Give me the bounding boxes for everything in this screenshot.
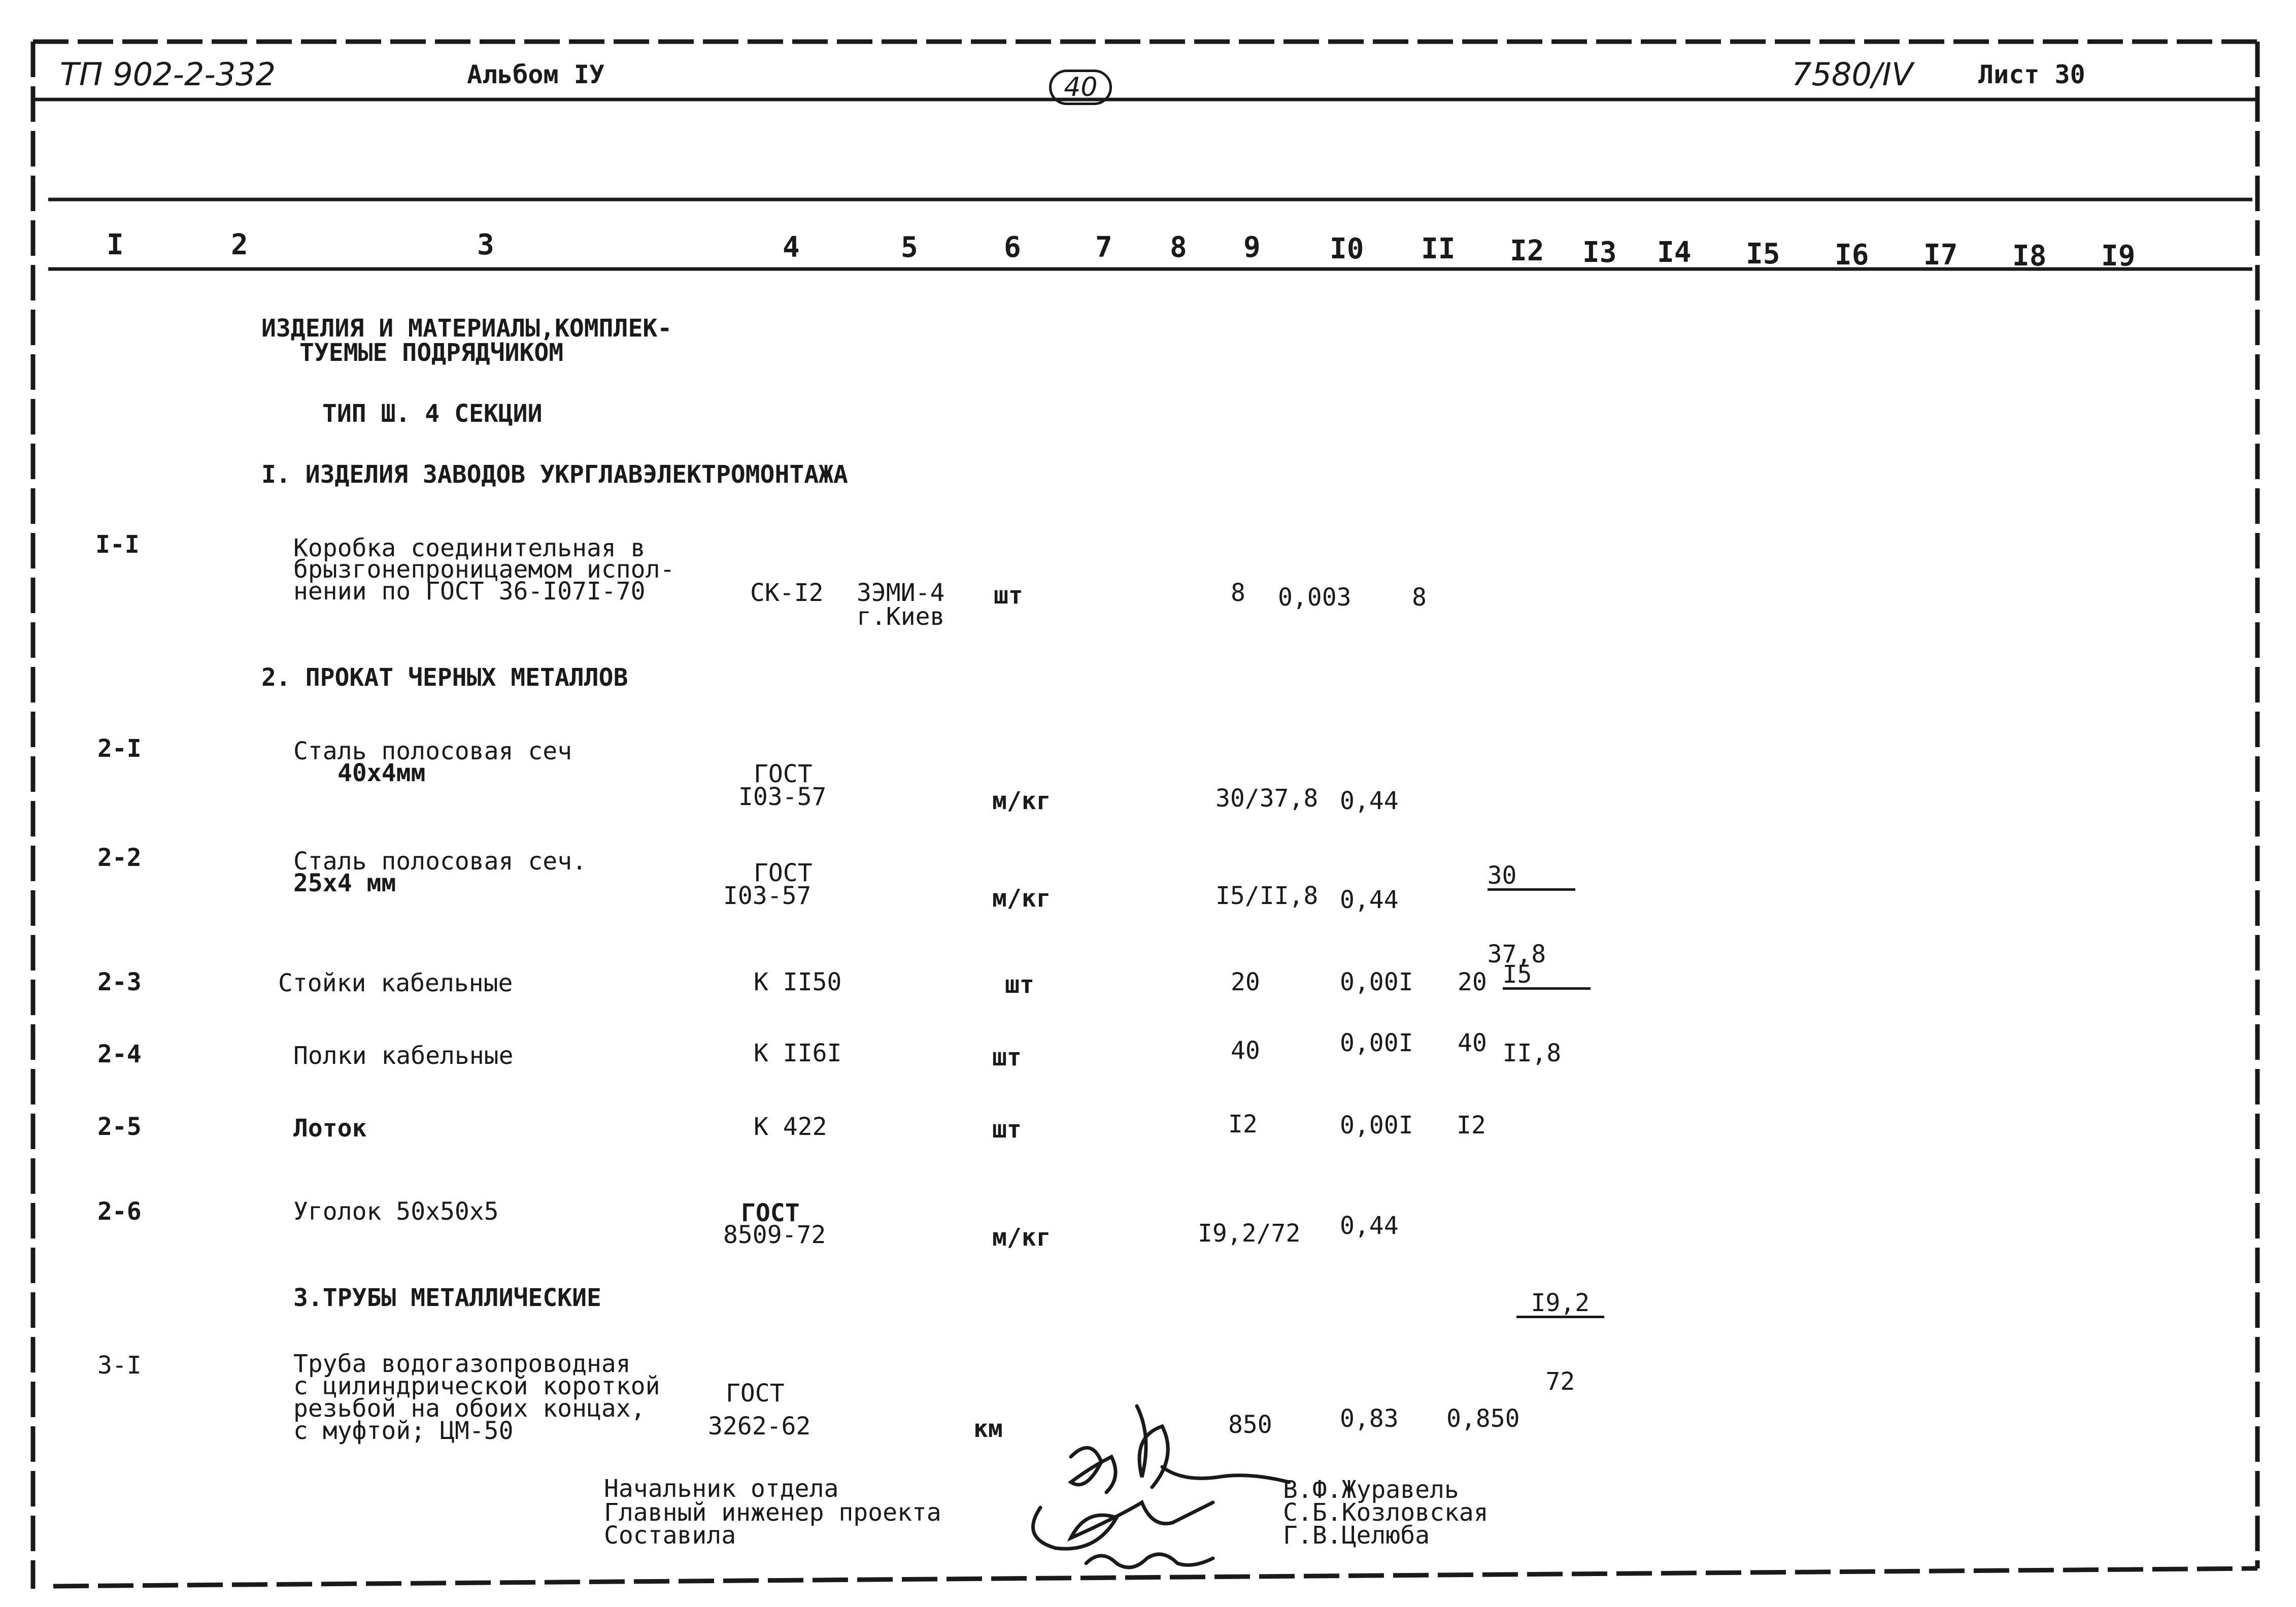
document-number: 7580/IV [1792, 56, 1913, 93]
item-mark: ГОСТ [726, 1379, 785, 1408]
item-quantity: I2 [1228, 1110, 1258, 1139]
item-mark: К 422 [754, 1113, 827, 1141]
row-number: I-I [95, 530, 140, 559]
item-mark: 3262-62 [708, 1412, 811, 1441]
item-unit: шт [992, 1115, 1022, 1144]
item-mark: I03-57 [738, 783, 827, 811]
album-label: Альбом IУ [467, 60, 604, 89]
page-mark-number: 40 [1049, 70, 1112, 105]
title-line-2: ТУЕМЫЕ ПОДРЯДЧИКОМ [299, 339, 564, 367]
total-denominator: II,8 [1502, 1039, 1562, 1067]
item-total: 8 [1412, 583, 1427, 612]
column-number: 9 [1243, 231, 1261, 264]
item-name: 25х4 мм [293, 869, 396, 897]
item-name: Сталь полосовая сеч [293, 737, 572, 765]
column-number: I3 [1582, 236, 1617, 269]
total-denominator: 72 [1545, 1367, 1575, 1396]
item-quantity: 40 [1231, 1036, 1260, 1065]
item-mark: ГОСТ [754, 859, 813, 887]
total-numerator: 30 [1488, 863, 1575, 891]
column-number: I [107, 228, 124, 261]
item-total: 20 [1458, 968, 1487, 996]
role-head-of-department: Начальник отдела [604, 1475, 839, 1503]
item-name: Полки кабельные [293, 1042, 514, 1070]
item-total: 40 [1458, 1029, 1487, 1057]
item-quantity: 850 [1228, 1411, 1272, 1439]
item-name: Лоток [293, 1114, 367, 1143]
item-name: Уголок 50х50х5 [293, 1197, 499, 1226]
column-number: 4 [783, 231, 800, 264]
item-mark: I03-57 [723, 882, 812, 910]
item-unit-weight: 0,44 [1340, 787, 1399, 815]
item-quantity: I9,2/72 [1198, 1219, 1301, 1248]
item-unit-weight: 0,00I [1340, 1111, 1413, 1140]
project-code: ТП 902-2-332 [60, 56, 276, 93]
role-compiler: Составила [604, 1521, 736, 1550]
role-chief-engineer: Главный инженер проекта [604, 1498, 941, 1527]
sheet-label: Лист 30 [1978, 60, 2085, 89]
section-heading-1: I. ИЗДЕЛИЯ ЗАВОДОВ УКРГЛАВЭЛЕКТРОМОНТАЖА [261, 460, 848, 489]
item-name: Стойки кабельные [278, 969, 513, 997]
item-name: Коробка соединительная в [293, 534, 646, 562]
section-heading-2: 2. ПРОКАТ ЧЕРНЫХ МЕТАЛЛОВ [261, 663, 628, 692]
total-numerator: I5 [1503, 962, 1591, 990]
name-chief-engineer: С.Б.Козловская [1283, 1498, 1489, 1527]
item-unit-weight: 0,44 [1340, 886, 1399, 914]
item-total: 0,850 [1446, 1404, 1520, 1433]
total-fraction [1503, 911, 1591, 1117]
type-line: ТИП Ш. 4 СЕКЦИИ [322, 399, 543, 428]
column-number: I5 [1746, 238, 1780, 271]
item-name: резьбой на обоих концах, [293, 1394, 646, 1423]
item-mark: ГОСТ [754, 760, 813, 788]
item-mark: К II50 [754, 968, 842, 996]
page-mark [1039, 60, 1112, 105]
column-number: 6 [1004, 231, 1021, 264]
item-maker: ЗЭМИ-4 [857, 579, 945, 607]
item-unit-weight: 0,83 [1340, 1404, 1399, 1433]
section-heading-3: 3.ТРУБЫ МЕТАЛЛИЧЕСКИЕ [293, 1284, 601, 1312]
item-name: Сталь полосовая сеч. [293, 847, 587, 876]
column-number: I6 [1835, 239, 1869, 272]
column-number: I2 [1510, 235, 1544, 267]
item-name: нении по ГОСТ 36-I07I-70 [293, 577, 646, 606]
item-unit: м/кг [992, 884, 1051, 913]
total-numerator: I9,2 [1516, 1290, 1604, 1318]
row-number: 2-4 [97, 1040, 142, 1068]
total-fraction [1516, 1240, 1604, 1445]
item-mark: 8509-72 [723, 1221, 826, 1249]
item-unit-weight: 0,00I [1340, 1029, 1413, 1057]
item-total [1444, 886, 1591, 1142]
row-number: 2-2 [97, 844, 142, 872]
item-total: I2 [1457, 1111, 1486, 1140]
item-unit: шт [1005, 970, 1034, 999]
item-name: с цилиндрической короткой [293, 1372, 660, 1400]
column-number: 5 [901, 231, 918, 264]
item-unit-weight: 0,44 [1340, 1212, 1399, 1240]
name-compiler: Г.В.Целюба [1283, 1521, 1430, 1550]
column-number: II [1421, 232, 1456, 265]
column-number: I4 [1657, 236, 1692, 269]
column-number: I7 [1923, 239, 1958, 272]
item-quantity: 20 [1231, 968, 1260, 996]
item-name: Труба водогазопроводная [293, 1350, 631, 1378]
item-quantity: 30/37,8 [1215, 784, 1319, 813]
row-number: 2-3 [97, 968, 142, 996]
item-quantity: I5/II,8 [1215, 882, 1319, 910]
item-mark: К II6I [754, 1039, 842, 1067]
item-mark: ГОСТ [741, 1199, 800, 1227]
item-name: с муфтой; ЦМ-50 [293, 1417, 514, 1445]
item-unit: шт [994, 581, 1023, 610]
item-unit-weight: 0,00I [1340, 968, 1413, 996]
row-number: 2-5 [97, 1113, 142, 1141]
column-number: 2 [231, 228, 248, 261]
handwritten-signatures [1010, 1391, 1294, 1573]
item-quantity: 8 [1231, 579, 1245, 607]
item-unit: м/кг [992, 787, 1051, 815]
row-number: 3-I [97, 1351, 142, 1380]
column-number: I9 [2101, 240, 2136, 273]
item-name: 40х4мм [337, 759, 426, 787]
item-unit: шт [992, 1043, 1022, 1072]
column-number: 7 [1095, 231, 1112, 264]
item-unit: км [973, 1415, 1003, 1443]
row-number: 2-6 [97, 1197, 142, 1226]
row-number: 2-I [97, 734, 142, 763]
name-head-of-department: В.Ф.Журавель [1283, 1476, 1459, 1504]
item-name: брызгонепроницаемом испол- [293, 555, 675, 584]
title-line-1: ИЗДЕЛИЯ И МАТЕРИАЛЫ,КОМПЛЕК- [261, 314, 672, 343]
item-maker-city: г.Киев [857, 602, 945, 631]
item-unit: м/кг [992, 1223, 1051, 1252]
item-unit-weight: 0,003 [1278, 583, 1352, 612]
column-number: I8 [2012, 240, 2047, 273]
item-mark: СК-I2 [750, 579, 824, 607]
column-number: 3 [477, 228, 494, 261]
column-number: 8 [1170, 231, 1187, 264]
total-denominator: 37,8 [1487, 940, 1546, 968]
column-number: I0 [1330, 232, 1364, 265]
